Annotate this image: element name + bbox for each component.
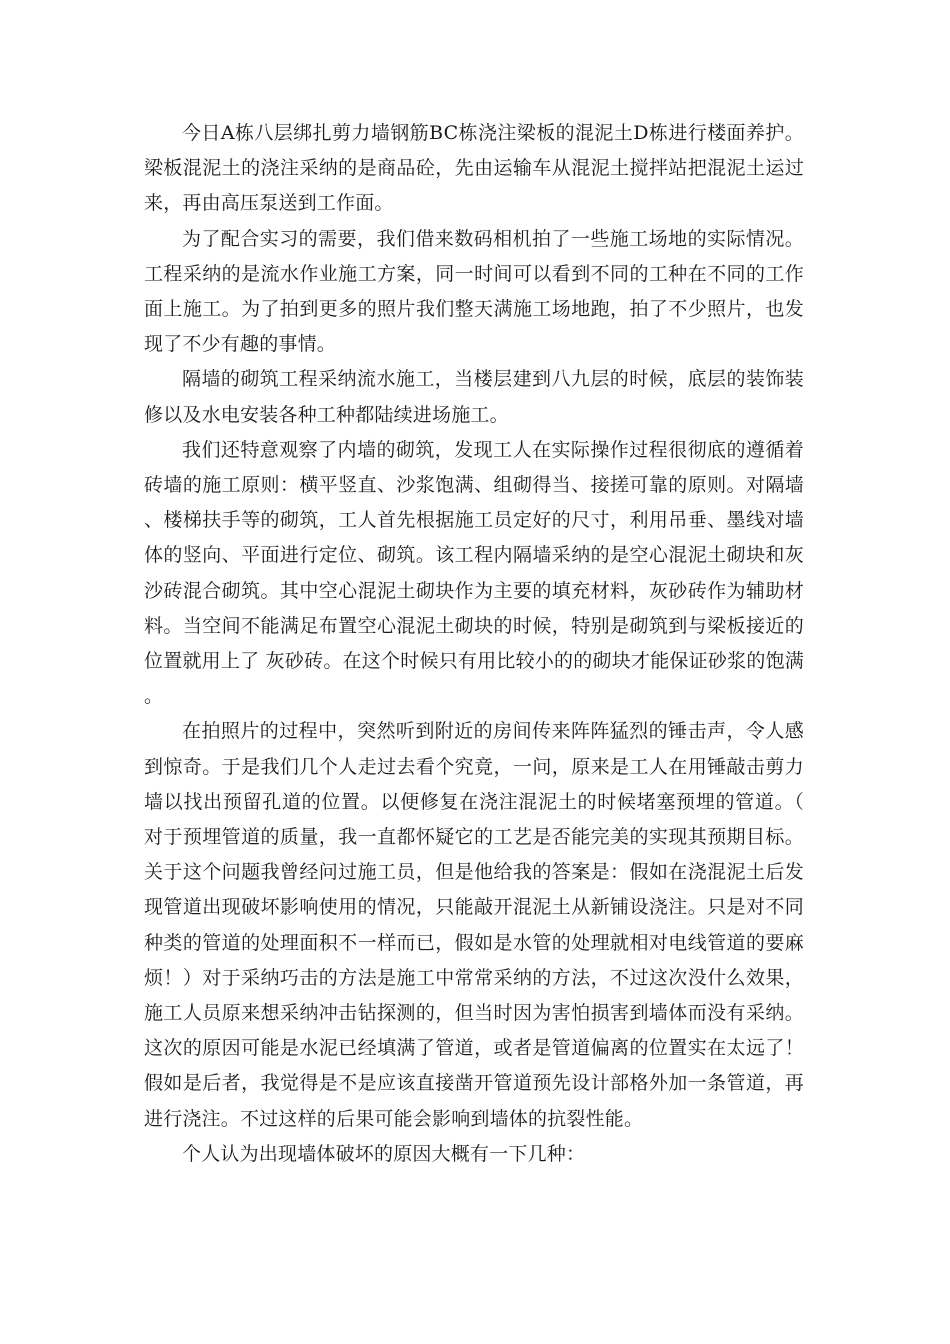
paragraph-4: 我们还特意观察了内墙的砌筑，发现工人在实际操作过程很彻底的遵循着砖墙的施工原则：横平竖直、沙浆饱满、组砌得当、接搓可靠的原则。对隔墙、楼梯扶手等的砌筑，工人首先根据施工员定好的尺寸，利用吊垂、墨线对墙体的竖向、平面进行定位、砌筑。该工程内隔墙采纳的是空心混泥土砌块和灰沙砖混合砌筑。其中空心混泥土砌块作为主要的填充材料，灰砂砖作为辅助材料。当空间不能满足布置空心混泥土砌块的时候，特别是砌筑到与梁板接近的位置就用上了 灰砂砖。在这个时候只有用比较小的的砌块才能保证砂浆的饱满。	[144, 438, 804, 708]
paragraph-5: 在拍照片的过程中，突然听到附近的房间传来阵阵猛烈的锤击声，令人感到惊奇。于是我们几个人走过去看个究竟，一问，原来是工人在用锤敲击剪力墙以找出预留孔道的位置。以便修复在浇注混泥土的时候堵塞预埋的管道。（对于预埋管道的质量，我一直都怀疑它的工艺是否能完美的实现其预期目标。关于这个问题我曾经问过施工员，但是他给我的答案是：假如在浇混泥土后发现管道出现破坏影响使用的情况，只能敲开混泥土从新铺设浇注。只是对不同种类的管道的处理面积不一样而已，假如是水管的处理就相对电线管道的要麻烦！）对于采纳巧击的方法是施工中常常采纳的方法，不过这次没什么效果，施工人员原来想采纳冲击钻探测的，但当时因为害怕损害到墙体而没有采纳。这次的原因可能是水泥已经填满了管道，或者是管道偏离的位置实在太远了！假如是后者，我觉得是不是应该直接凿开管道预先设计部格外加一条管道，再进行浇注。不过这样的后果可能会影响到墙体的抗裂性能。	[144, 720, 804, 1130]
paragraph-3: 隔墙的砌筑工程采纳流水施工，当楼层建到八九层的时候，底层的装饰装修以及水电安装各种工种都陆续进场施工。	[144, 368, 804, 426]
paragraph-6: 个人认为出现墙体破坏的原因大概有一下几种：	[182, 1142, 586, 1165]
document-body	[144, 116, 804, 1172]
paragraph-1: 今日A栋八层绑扎剪力墙钢筋BC栋浇注梁板的混泥土D栋进行楼面养护。梁板混泥土的浇注采纳的是商品砼，先由运输车从混泥土搅拌站把混泥土运过来，再由高压泵送到工作面。	[144, 122, 804, 215]
paragraph-2: 为了配合实习的需要，我们借来数码相机拍了一些施工场地的实际情况。工程采纳的是流水作业施工方案，同一时间可以看到不同的工种在不同的工作面上施工。为了拍到更多的照片我们整天满施工场地跑，拍了不少照片，也发现了不少有趣的事情。	[144, 227, 804, 356]
